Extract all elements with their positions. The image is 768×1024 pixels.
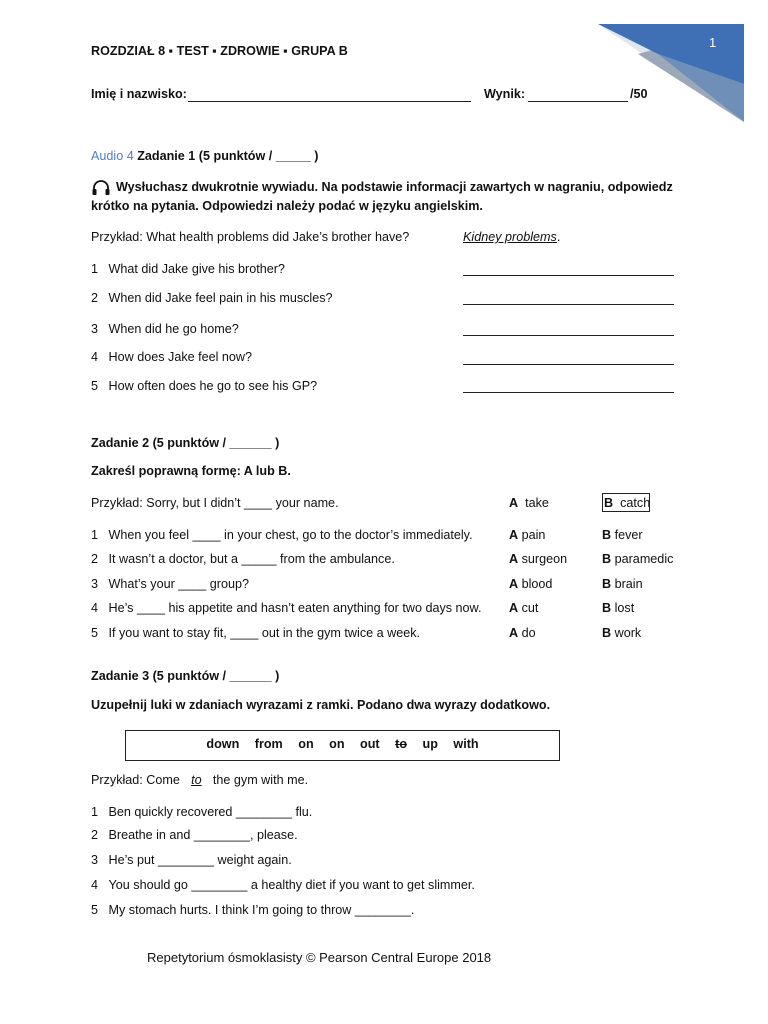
item-text: It wasn’t a doctor, but a _____ from the ambulance. (108, 552, 395, 566)
headphones-icon (91, 180, 111, 196)
task3-title: Zadanie 3 (5 punktów / ______ ) (91, 669, 280, 683)
task3-item (91, 903, 414, 917)
item-number: 3 (91, 853, 99, 867)
option-letter: A (509, 626, 519, 640)
option-a[interactable] (509, 528, 545, 542)
option-text: surgeon (521, 552, 568, 566)
word-box-item: on (298, 737, 314, 751)
item-number: 1 (91, 528, 99, 542)
option-text: work (614, 626, 642, 640)
task1-instruction-line1: Wysłuchasz dwukrotnie wywiadu. Na podstawie informacji zawartych w nagraniu, odpowiedz (116, 180, 673, 194)
page-corner-decoration (598, 24, 744, 122)
item-number: 2 (91, 552, 99, 566)
option-text: do (521, 626, 536, 640)
question-text: How often does he go to see his GP? (108, 379, 318, 393)
item-text: When you feel ____ in your chest, go to the doctor’s immediately. (108, 528, 473, 542)
item-number: 3 (91, 577, 99, 591)
option-text: paramedic (614, 552, 674, 566)
question-number: 1 (91, 262, 99, 276)
question-number: 3 (91, 322, 99, 336)
question-text: When did Jake feel pain in his muscles? (108, 291, 333, 305)
item-text: He’s ____ his appetite and hasn’t eaten anything for two days now. (108, 601, 482, 615)
item-text: Breathe in and ________, please. (108, 828, 298, 842)
option-b[interactable] (602, 626, 641, 640)
task1-question (91, 322, 239, 336)
answer-line-4[interactable] (463, 364, 674, 365)
option-text: take (525, 496, 549, 510)
task3-item (91, 878, 475, 892)
option-letter: A (509, 496, 519, 510)
example-answer: to (191, 773, 202, 787)
page-number: 1 (709, 35, 717, 50)
task1-example-period: . (556, 230, 561, 244)
option-b[interactable] (602, 528, 643, 542)
word-list (126, 737, 559, 751)
option-a[interactable] (509, 552, 567, 566)
item-text: You should go ________ a healthy diet if you want to get slimmer. (108, 878, 475, 892)
task1-example-question: Przykład: What health problems did Jake’s brother have? (91, 230, 410, 244)
example-prefix: Przykład: Come (91, 773, 184, 787)
score-total: /50 (630, 87, 648, 101)
task2-item (91, 577, 249, 591)
name-field[interactable] (188, 101, 471, 102)
option-text: catch (620, 496, 651, 510)
word-box-item: out (360, 737, 380, 751)
task1-heading (91, 149, 318, 163)
option-text: brain (614, 577, 643, 591)
example-suffix: the gym with me. (209, 773, 309, 787)
word-box-item: up (422, 737, 438, 751)
task2-item (91, 601, 481, 615)
task2-example-option-a[interactable] (509, 496, 549, 510)
item-number: 5 (91, 903, 99, 917)
item-number: 5 (91, 626, 99, 640)
option-text: fever (614, 528, 643, 542)
task2-item (91, 626, 420, 640)
task1-question (91, 262, 285, 276)
answer-line-2[interactable] (463, 304, 674, 305)
question-number: 2 (91, 291, 99, 305)
word-box (125, 730, 560, 761)
option-text: lost (614, 601, 635, 615)
task1-instruction-line2: krótko na pytania. Odpowiedzi należy podać w języku angielskim. (91, 199, 483, 213)
score-label: Wynik: (484, 87, 526, 101)
question-text: How does Jake feel now? (108, 350, 253, 364)
item-text: If you want to stay fit, ____ out in the gym twice a week. (108, 626, 421, 640)
option-letter: B (602, 552, 612, 566)
footer-copyright: Repetytorium ósmoklasisty © Pearson Central Europe 2018 (147, 950, 492, 965)
task2-item (91, 552, 395, 566)
word-box-item-used: to (395, 737, 408, 751)
word-box-item: on (329, 737, 345, 751)
audio-label: Audio 4 (91, 149, 134, 163)
question-text: What did Jake give his brother? (108, 262, 285, 276)
name-label: Imię i nazwisko: (91, 87, 187, 101)
option-letter: A (509, 601, 519, 615)
question-text: When did he go home? (108, 322, 239, 336)
question-number: 4 (91, 350, 99, 364)
option-a[interactable] (509, 577, 552, 591)
task1-example-answer-wrap (463, 230, 560, 244)
task1-example-answer: Kidney problems (463, 230, 557, 244)
option-letter: A (509, 577, 519, 591)
option-b[interactable] (602, 552, 673, 566)
item-text: What’s your ____ group? (108, 577, 250, 591)
option-text: blood (521, 577, 553, 591)
option-letter: B (602, 528, 612, 542)
item-number: 1 (91, 805, 99, 819)
task3-example (91, 773, 308, 787)
task3-item (91, 805, 312, 819)
task3-item (91, 853, 292, 867)
item-text: My stomach hurts. I think I’m going to throw ________. (108, 903, 415, 917)
word-box-item: down (206, 737, 240, 751)
task2-example-text: Przykład: Sorry, but I didn’t ____ your name. (91, 496, 339, 510)
option-a[interactable] (509, 626, 536, 640)
option-letter: B (604, 496, 614, 510)
item-number: 2 (91, 828, 99, 842)
option-a[interactable] (509, 601, 538, 615)
option-text: cut (521, 601, 539, 615)
task1-question (91, 379, 317, 393)
answer-line-3[interactable] (463, 335, 674, 336)
task1-question (91, 350, 252, 364)
document-title: ROZDZIAŁ 8 ▪ TEST ▪ ZDROWIE ▪ GRUPA B (91, 44, 348, 58)
answer-line-5[interactable] (463, 392, 674, 393)
option-text: pain (521, 528, 546, 542)
task1-question (91, 291, 333, 305)
word-box-item: with (453, 737, 479, 751)
task3-instruction: Uzupełnij luki w zdaniach wyrazami z ramki. Podano dwa wyrazy dodatkowo. (91, 698, 551, 712)
option-letter: B (602, 601, 612, 615)
option-letter: B (602, 577, 612, 591)
task2-title: Zadanie 2 (5 punktów / ______ ) (91, 436, 280, 450)
task2-instruction: Zakreśl poprawną formę: A lub B. (91, 464, 291, 478)
task1-title: Zadanie 1 (5 punktów / _____ ) (137, 149, 319, 163)
item-text: Ben quickly recovered ________ flu. (108, 805, 313, 819)
answer-line-1[interactable] (463, 275, 674, 276)
question-number: 5 (91, 379, 99, 393)
option-letter: B (602, 626, 612, 640)
score-field[interactable] (528, 101, 628, 102)
option-letter: A (509, 528, 519, 542)
item-number: 4 (91, 601, 99, 615)
task2-item (91, 528, 473, 542)
task3-item (91, 828, 298, 842)
option-letter: A (509, 552, 519, 566)
item-number: 4 (91, 878, 99, 892)
word-box-item: from (254, 737, 283, 751)
option-b[interactable] (602, 601, 634, 615)
item-text: He’s put ________ weight again. (108, 853, 292, 867)
option-b[interactable] (602, 577, 643, 591)
task2-example-option-b[interactable] (604, 496, 650, 510)
